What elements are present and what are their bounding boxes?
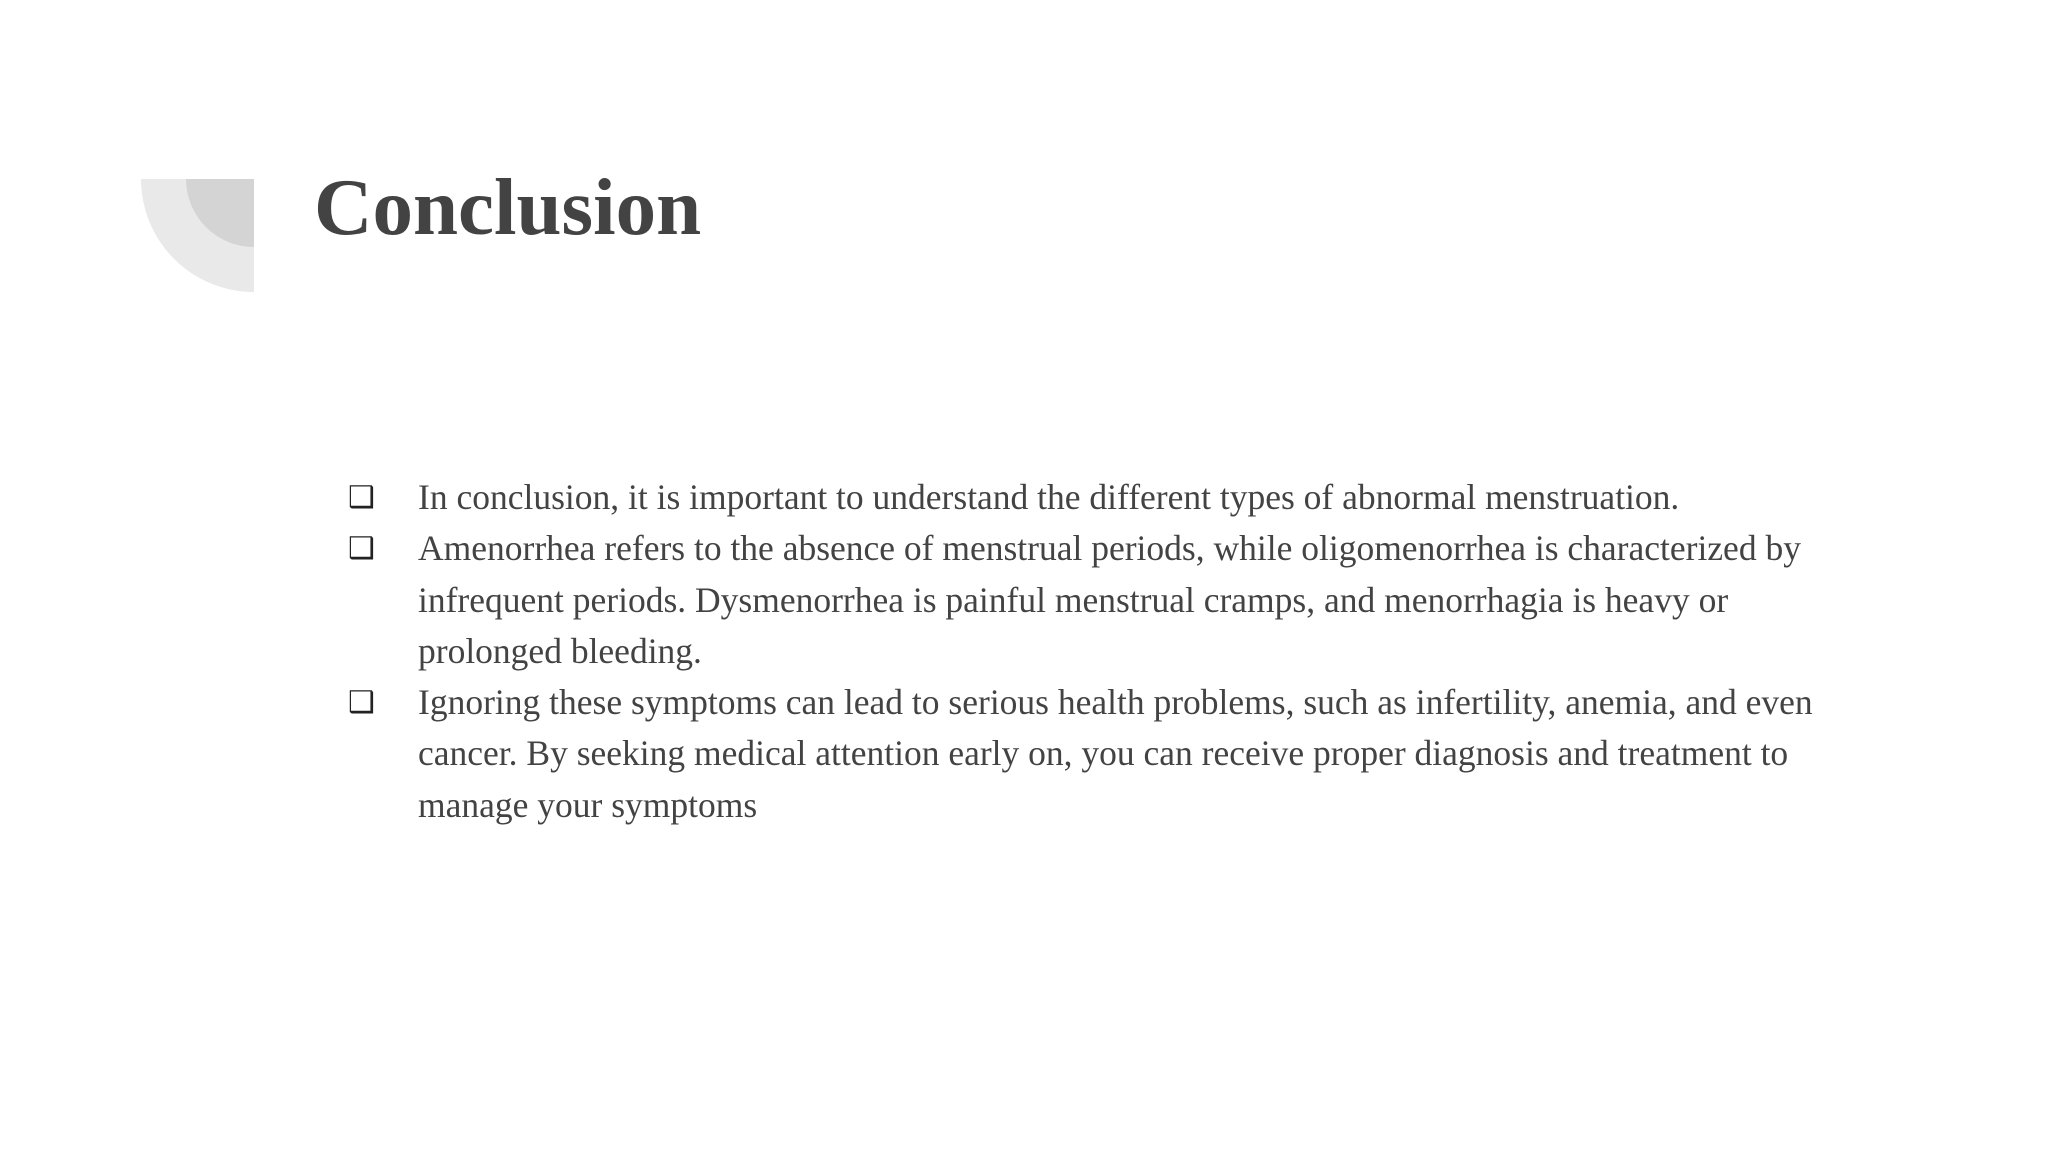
- bullet-text: In conclusion, it is important to understand the different types of abnormal menstruation.: [418, 477, 1680, 517]
- bullet-item: [348, 523, 1868, 677]
- bullet-list: [348, 472, 1868, 831]
- bullet-item: [348, 472, 1868, 523]
- checkbox-bullet-icon: ❑: [348, 531, 375, 567]
- bullet-text: Ignoring these symptoms can lead to serious health problems, such as infertility, anemia, and even cancer. By seeking medical attention early on, you can receive proper diagnosis and treatment to manage your symptoms: [418, 682, 1813, 825]
- checkbox-bullet-icon: ❑: [348, 480, 375, 515]
- bullet-item: [348, 677, 1868, 831]
- slide-title: Conclusion: [314, 162, 702, 252]
- corner-decoration: [141, 179, 254, 292]
- checkbox-bullet-icon: ❑: [348, 685, 375, 721]
- bullet-text: Amenorrhea refers to the absence of menstrual periods, while oligomenorrhea is characterized by infrequent periods. Dysmenorrhea is painful menstrual cramps, and menorrhagia is heavy or prolonged bleeding.: [418, 528, 1801, 671]
